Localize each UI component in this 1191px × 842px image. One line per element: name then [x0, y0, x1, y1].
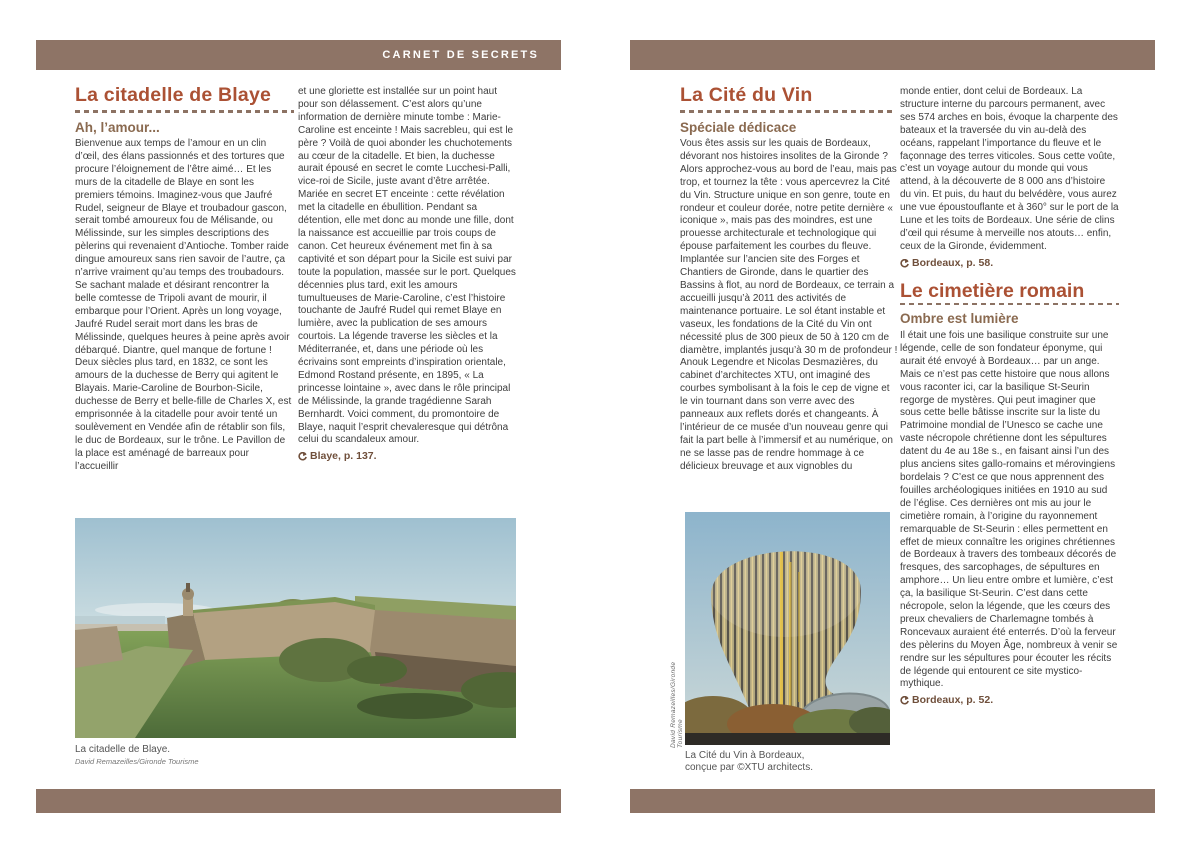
footer-bar-left — [36, 789, 561, 813]
body-text: Bienvenue aux temps de l’amour en un clin d’œil, des élans passionnés et des tortures que procure l’éloignement de l’être aimé… Et les murs de la citadelle de Blaye en sont les premiers témoins. Imaginez-vous que Jaufré Rudel, seigneur de Blaye et troubadour gascon, serait tombé amoureux fou de Mélisande, ou Mélissinde, sur les simples descriptions des pèlerins qui revenaient d’Antioche. Tomber raide dingue amoureux sans rien savoir de l’autre, ça n’arrive vraiment qu’au temps des troubadours. Se sachant malade et désirant rencontrer la belle comtesse de Tripoli avant de mourir, il embarque pour l’Orient. Après un long voyage, Jaufré Rudel serait mort dans les bras de Mélissinde, quelques heures à peine après avoir débarqué. Diantre, quel manque de fortune ! Deux siècles plus tard, en 1832, ce sont les amours de la duchesse de Berry qui agitent le Blayais. Marie-Caroline de Bourbon-Sicile, duchesse de Berry et belle-fille de Charles X, est emprisonnée à la citadelle pour avoir tenté un soulèvement en Vendée afin de rétablir son fils, le duc de Bordeaux, sur le trône. Le Pavillon de la place est aménagé de barreaux pour l’accueillir — [75, 138, 292, 472]
page-reference-label: Bordeaux, p. 52. — [912, 694, 994, 707]
article-title-cimetiere: Le cimetière romain — [900, 279, 1085, 302]
caption-text: conçue par ©XTU architects. — [685, 762, 813, 773]
photo-caption-left — [75, 744, 199, 768]
article-kicker: Spéciale dédicace — [680, 120, 797, 135]
cross-reference-icon — [900, 259, 909, 268]
caption-text: La Cité du Vin à Bordeaux, — [685, 750, 805, 761]
citadelle-photo — [75, 518, 516, 738]
page-reference-label: Bordeaux, p. 58. — [912, 256, 994, 269]
page-reference — [900, 257, 1119, 270]
article-title-cite-du-vin: La Cité du Vin — [680, 84, 813, 106]
dashed-rule — [900, 303, 1119, 306]
body-text: Vous êtes assis sur les quais de Bordeaux, dévorant nos histoires insolites de la Gironde ? Alors approchez-vous au bord de l’eau, mais pas trop, et tournez la tête : vous apercevrez la Cité du Vin. Structure unique en son genre, toute en rondeur et couleur dorée, notre petite dernière « iconique », mais pas des moindres, est une prouesse architecturale et technologique qui épouse parfaitement les courbes du fleuve. Implantée sur l’ancien site des Forges et Chantiers de Gironde, dans le quartier des Bassins à flot, au nord de Bordeaux, ce terrain a accueilli jusqu’à 2011 des activités de maintenance portuaire. Le sol étant instable et vaseux, les fondations de la Cité du Vin ont nécessité plus de 300 pieux de 50 à 120 cm de diamètre, implantés jusqu’à 30 m de profondeur ! Anouk Legendre et Nicolas Desmazières, du cabinet d’architectes XTU, ont imaginé des courbes symbolisant à la fois le cep de vigne et le vin tournant dans son verre avec des panneaux aux reflets dorés et changeants. À l’intérieur de ce musée d’un nouveau genre qui fait la part belle à l’immersif et au numérique, on ne se lasse pas de rendre hommage à ce délicieux breuvage et aux vignobles du — [680, 138, 898, 472]
photo-credit: David Remazeilles/Gironde Tourisme — [75, 757, 199, 766]
page-reference — [900, 694, 1119, 707]
article-cimetiere-romain — [900, 279, 1119, 708]
article-kicker: Ah, l’amour... — [75, 120, 160, 135]
page-left — [36, 0, 561, 842]
photo-credit-vertical: David Remazeilles/Gironde Tourisme — [670, 661, 684, 748]
header-bar-left — [36, 40, 561, 70]
article-kicker: Ombre est lumière — [900, 311, 1019, 327]
citadelle-column-1 — [75, 138, 292, 518]
page-right — [630, 0, 1155, 842]
footer-bar-right — [630, 789, 1155, 813]
body-text: monde entier, dont celui de Bordeaux. La structure interne du parcours permanent, avec ses 574 arches en bois, évoque la charpente des bateaux et la traversée du vin au-delà des océans, rappelant l’importance du fleuve et le façonnage des terres viticoles. Sous cette voûte, c’est un voyage autour du monde qui vous attend, à la découverte de 8 000 ans d’histoire du vin. Et puis, du haut du belvédère, vous aurez une vue époustouflante et à 360° sur le port de la Lune et les toits de Bordeaux. Une série de clins d’œil qui résume à merveille nos atouts… enfin, ceux de la Gironde, évidemment. — [900, 86, 1119, 252]
dashed-rule — [680, 110, 896, 113]
citadelle-column-2 — [298, 86, 517, 463]
body-text: Il était une fois une basilique construite sur une légende, celle de son fondateur éponyme, qui aurait été envoyé à Bordeaux… par un ange. Mais ce n’est pas cette histoire que nous allons vous raconter ici, car la basilique St-Seurin regorge de mystères. Qui peut imaginer que sous cette belle bâtisse inscrite sur la liste du Patrimoine mondial de l’Unesco se cache une vaste nécropole chrétienne dont les sépultures datent du 4e au 18e s., en faisant ainsi l’un des plus anciens sites gallo-romains et mérovingiens bordelais ? C’est ce que nous apprennent des fouilles archéologiques initiées en 1910 au sud de l’église. Ces dernières ont mis au jour le cimetière romain, à l’origine du rayonnement remarquable de St-Seurin : elles permettent en effet de mieux connaître les origines chrétiennes de Bordeaux à travers des tombeaux décorés de fresques, des sarcophages, de sépultures en amphore… Un lieu entre ombre et lumière, c’est ça, la basilique St-Seurin. C’est dans cette nécropole, selon la légende, que les cœurs des preux chevaliers de Charlemagne tombés à Roncevaux auraient été enterrés. D’où la ferveur des pèlerins du Moyen Âge, nombreux à venir se rendre sur les sépultures pour écouter les récits de légende qui entourent ce site mystico-mythique. — [900, 330, 1118, 690]
right-page-column-2 — [900, 86, 1119, 707]
body-text: et une gloriette est installée sur un point haut pour son délassement. C’est alors qu’une information de dernière minute tombe : Marie-Caroline est enceinte ! Mais sacrebleu, qui est le père ? Voilà de quoi abonder les chuchotements au cœur de la citadelle. Et bien, la duchesse aurait épousé en secret le comte Lucchesi-Palli, vice-roi de Sicile, juste avant d’être arrêtée. Mariée en secret ET enceinte : cette révélation met la citadelle en ébullition. Pendant sa détention, elle met donc au monde une fille, dont la naissance est accueillie par trois coups de canon. Cet heureux événement met fin à sa captivité et son départ pour la Sicile est suivi par toute la population, massée sur le port. Quelques décennies plus tard, exit les amours tumultueuses de Marie-Caroline, c’est l’histoire touchante de Jaufré Rudel qui remet Blaye en lumière, avec la publication de ses amours courtois. La légende traverse les siècles et la Méditerranée, et, dans une période où les écrivains sont empreints d’inspiration orientale, Edmond Rostand présente, en 1895, « La princesse lointaine », avec dans le rôle principal de Mélissinde, la grande tragédienne Sarah Bernhardt. Voici comment, du promontoire de Blaye, naquit l’esprit chevaleresque qui détrôna celui du scandaleux amour. — [298, 86, 516, 446]
cross-reference-icon — [900, 696, 909, 705]
cite-du-vin-column-1 — [680, 138, 899, 512]
caption-text: La citadelle de Blaye. — [75, 744, 171, 755]
dashed-rule — [75, 110, 294, 113]
page-reference-label: Blaye, p. 137. — [310, 450, 377, 463]
article-title-citadelle: La citadelle de Blaye — [75, 84, 272, 106]
header-bar-right — [630, 40, 1155, 70]
section-header: CARNET DE SECRETS — [382, 49, 539, 61]
cross-reference-icon — [298, 452, 307, 461]
cite-du-vin-photo — [685, 512, 890, 745]
page-reference — [298, 450, 517, 463]
photo-caption-right — [685, 750, 813, 774]
